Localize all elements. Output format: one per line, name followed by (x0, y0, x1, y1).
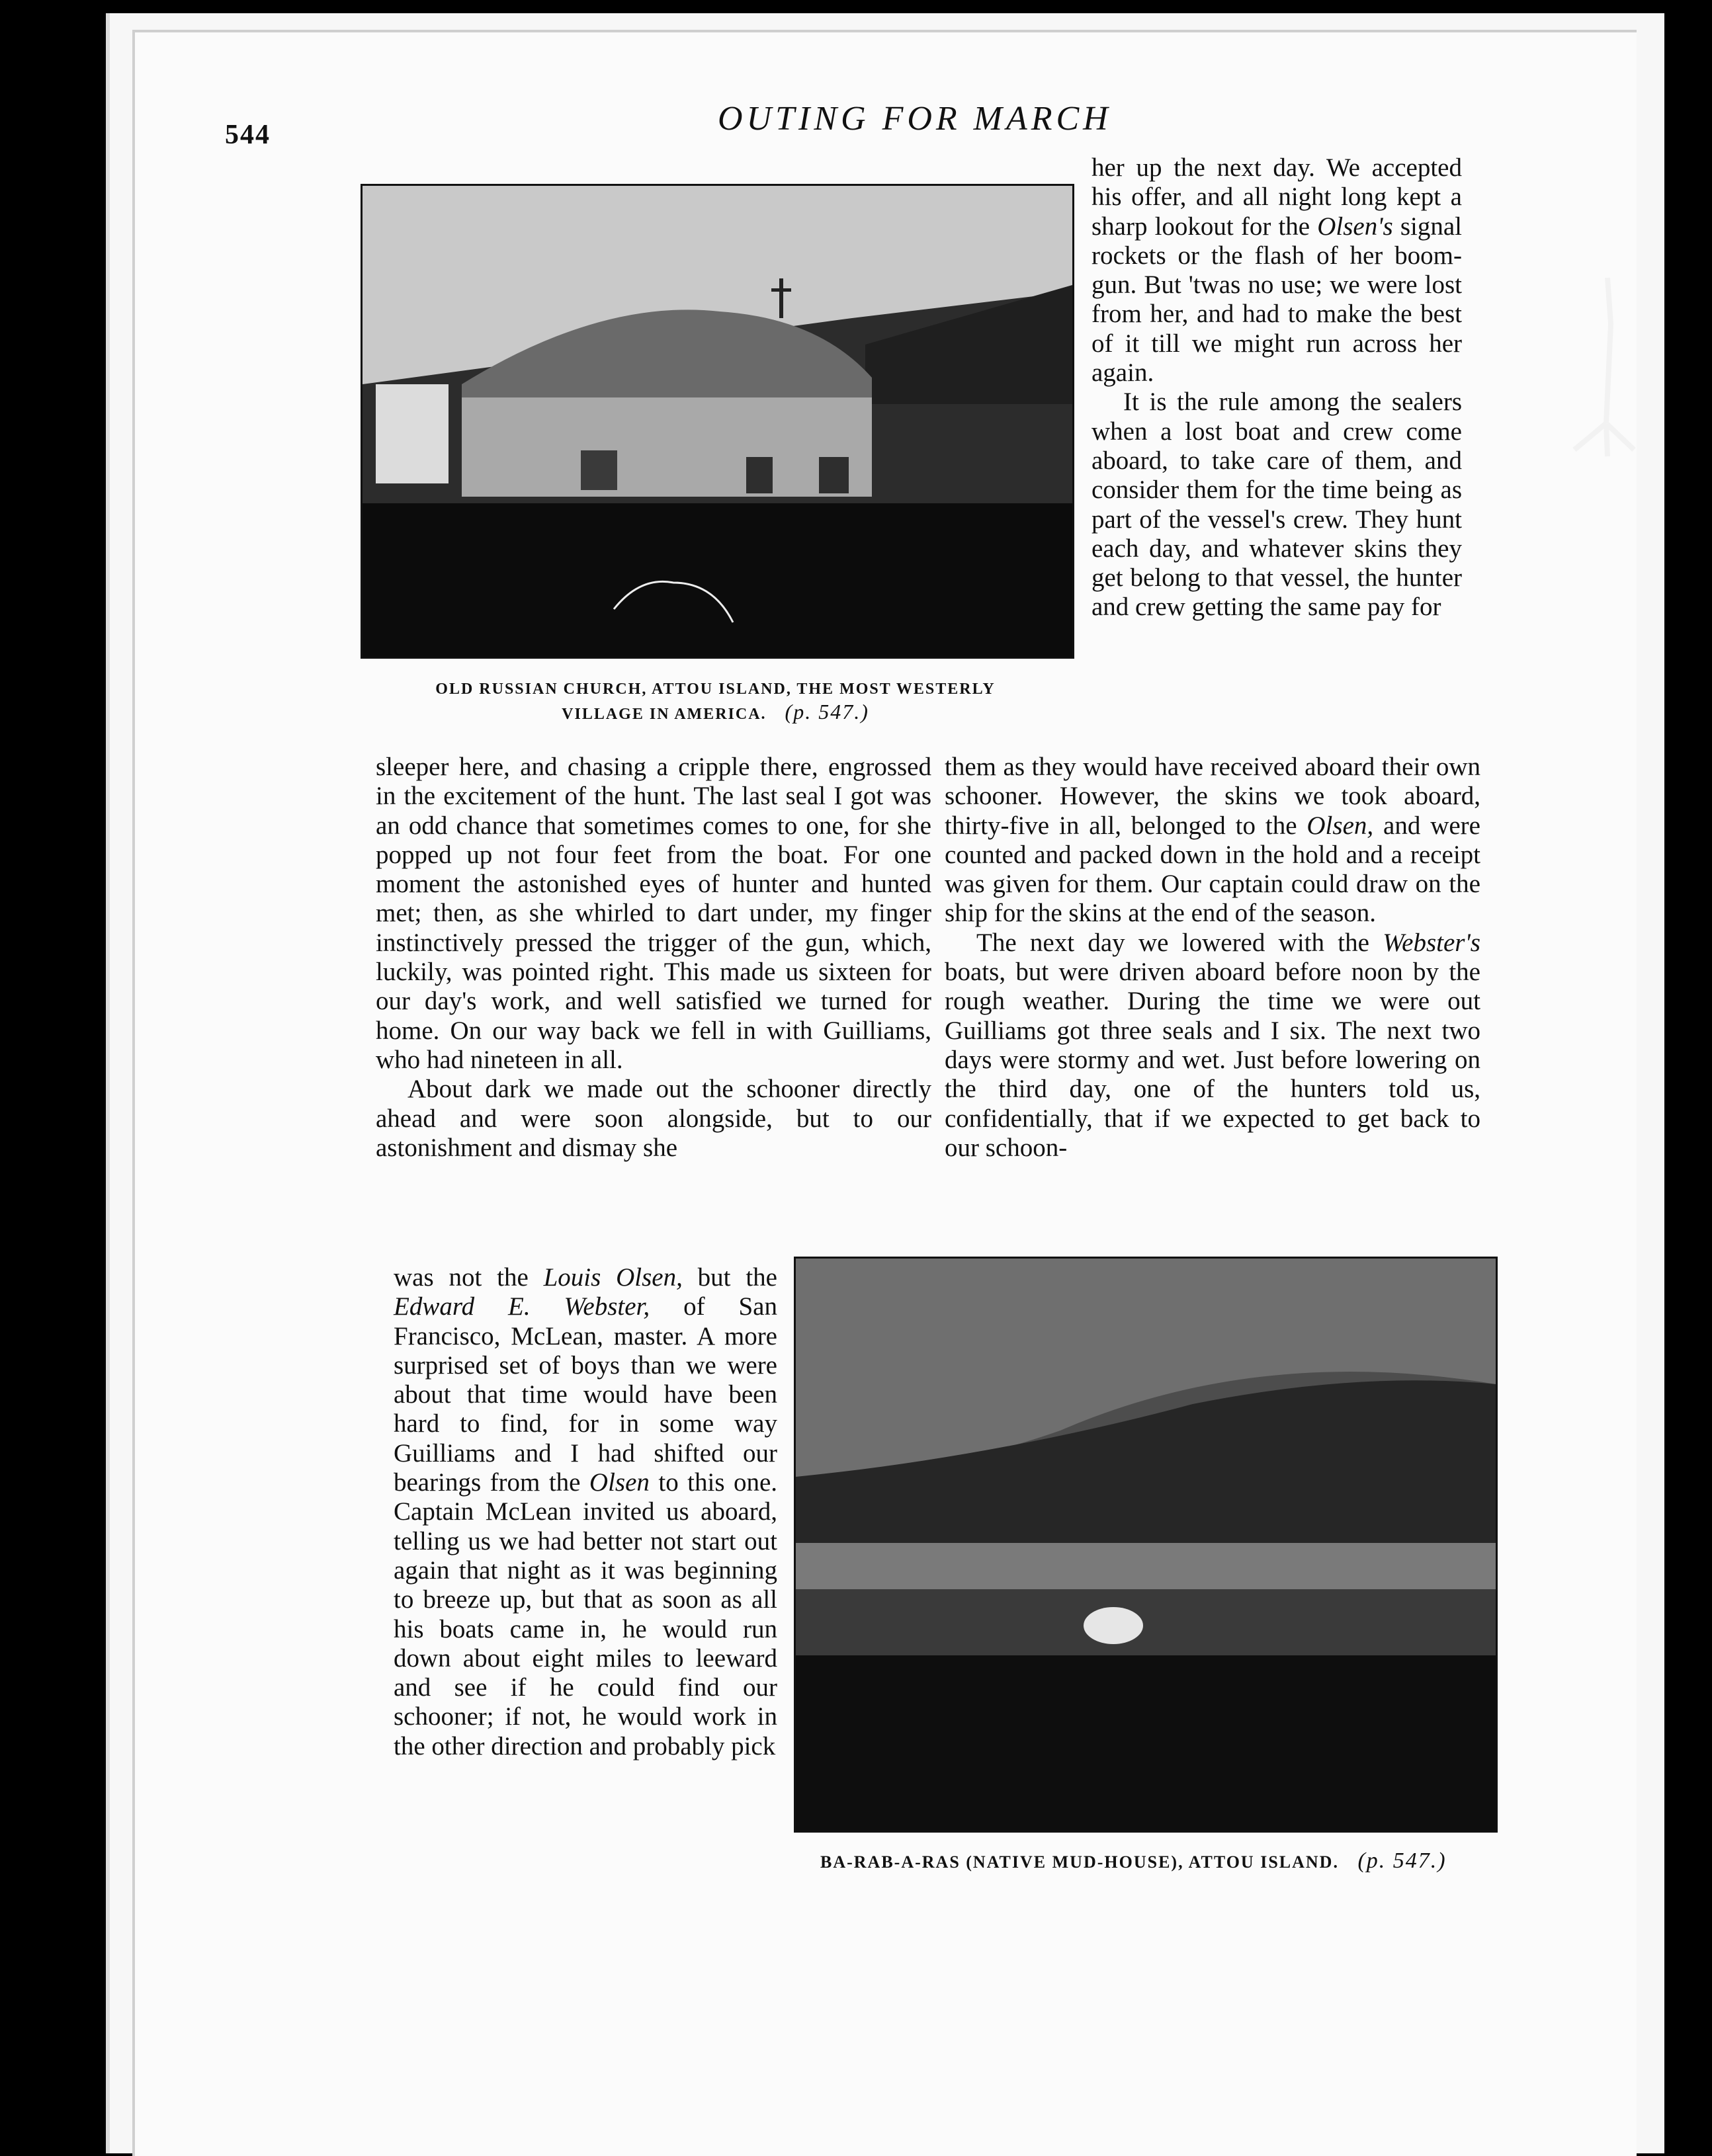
barabaras-illustration (796, 1259, 1496, 1831)
italic-run: Webster's (1383, 928, 1480, 957)
photo-barabaras-mud-house (794, 1257, 1498, 1833)
photo-old-russian-church (361, 184, 1074, 659)
figure-caption-church (361, 678, 1070, 726)
italic-run: Olsen's (1317, 212, 1393, 241)
caption-church-page-ref: (p. 547.) (785, 700, 869, 724)
paragraph: It is the rule among the sealers when a lost boat and crew come aboard, to take care of them, and consider them for the time being as part of the vessel's crew. They hunt each day, and whatever skins they get belong to that vessel, the hunter and crew getting the same pay for (1091, 388, 1462, 622)
text-run: The next day we lowered with the (976, 928, 1383, 957)
text-run: was not the (394, 1263, 544, 1292)
paragraph: About dark we made out the schooner directly ahead and were soon alongside, but to our astonishment and dismay she (376, 1075, 931, 1162)
caption-barabaras-page-ref: (p. 547.) (1357, 1848, 1447, 1873)
italic-run: Olsen, (1306, 811, 1374, 840)
caption-church-line2 (361, 700, 1070, 726)
text-column-left-middle (376, 753, 931, 1163)
ink-mark (1555, 251, 1680, 463)
italic-run: Louis Olsen, (543, 1263, 683, 1292)
text-run: signal rockets or the flash of her boom-gun. But 'twas no use; we were lost from her, and had to make the best of it till we might run across her again. (1091, 212, 1462, 388)
text-run: and were counted and packed down in the hold and a receipt was given for them. Our captain could draw on the ship for the skins at the end of the season. (945, 811, 1480, 928)
text-column-right-middle (945, 753, 1480, 1163)
text-column-right-top (1091, 153, 1462, 622)
paragraph (945, 753, 1480, 929)
text-run: her up the next day. We accepted his offer, and all night long kept a sharp lookout for the (1091, 153, 1462, 241)
text-run: but the (682, 1263, 777, 1292)
text-run: of San Francisco, McLean, master. A more surprised set of boys than we were about that time would have been hard to find, for in some way Guilliams and I had shifted our bearings from the (394, 1292, 777, 1497)
church-illustration (363, 186, 1072, 657)
caption-church-line2-text: VILLAGE IN AMERICA. (562, 706, 767, 723)
text-run: boats, but were driven aboard before noon by the rough weather. During the time we were out Guilliams got three seals and I six. The next two days were stormy and wet. Just before lowering on the third day, one of the hunters told us, confidentially, that if we expected to get back to our schoon- (945, 958, 1480, 1162)
paragraph (1091, 153, 1462, 388)
italic-run: Edward E. Webster, (394, 1292, 650, 1321)
text-run: to this one. Captain McLean invited us aboard, telling us we had better not start out again that night as it was beginning to breeze up, but that as soon as all his boats came in, he would run down about eight miles to leeward and see if he could find our schooner; if not, he would work in the other direction and probably pick (394, 1468, 778, 1761)
text-column-left-bottom (394, 1263, 777, 1761)
running-head: OUTING FOR MARCH (718, 100, 1112, 138)
caption-church-line1: OLD RUSSIAN CHURCH, ATTOU ISLAND, THE MOST WESTERLY (435, 681, 996, 698)
figure-caption-barabaras (820, 1848, 1495, 1874)
paragraph: sleeper here, and chasing a cripple there, engrossed in the excitement of the hunt. The last seal I got was an odd chance that sometimes comes to one, for she popped up not four feet from the boat. For one moment the astonished eyes of hunter and hunted met; then, as she whirled to dart under, my finger instinctively pressed the trigger of the gun, which, luckily, was pointed right. This made us sixteen for our day's work, and well satisfied we turned for home. On our way back we fell in with Guilliams, who had nineteen in all. (376, 753, 931, 1074)
paragraph (945, 929, 1480, 1163)
paragraph (394, 1263, 777, 1761)
page-number: 544 (225, 120, 271, 150)
text-run: them as they would have received aboard their own schooner. However, the skins we took aboard, thirty-five in all, belonged to the (945, 753, 1480, 840)
caption-barabaras-text: BA-RAB-A-RAS (NATIVE MUD-HOUSE), ATTOU ISLAND. (820, 1852, 1339, 1872)
italic-run: Olsen (589, 1468, 650, 1497)
